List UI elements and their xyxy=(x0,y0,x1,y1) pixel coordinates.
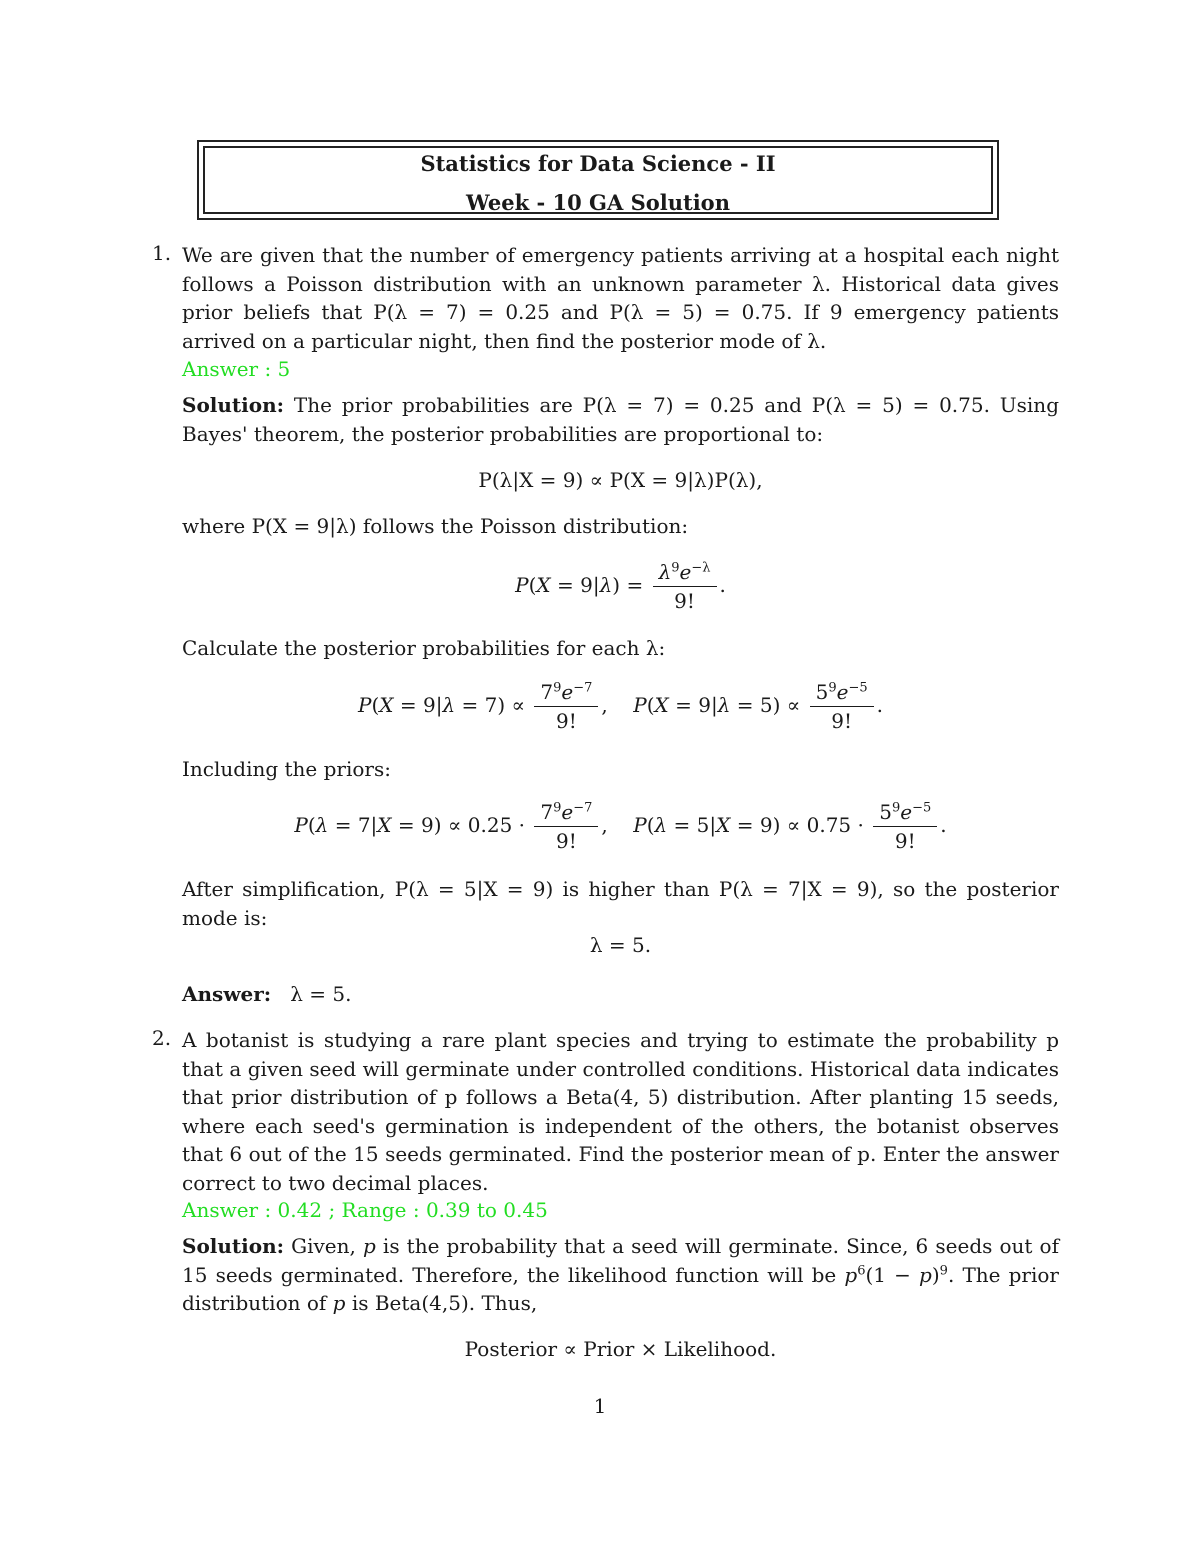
question-2-solution: Solution: Given, p is the probability that a seed will germinate. Since, 6 seeds out of 15 seeds germinated. Therefore, the likelihood function will be $p^6(1 - p)^9$. The prior distribution of p is Beta(4,5). Thus, xyxy=(182,1234,1060,1315)
calc-text: Calculate the posterior probabilities for each λ: xyxy=(182,636,666,660)
equation-bayes-rule: Posterior ∝ Prior × Likelihood. xyxy=(464,1337,777,1361)
final-answer-value: λ = 5. xyxy=(290,982,352,1006)
question-1-text: We are given that the number of emergency patients arriving at a hospital each night follows a Poisson distribution with an unknown parameter λ. Historical data gives prior beliefs that P(λ = 7) = 0.25 and P(λ = 5) = 0.75. If 9 emergency patients arrived on a particular night, then find the posterior mode of λ. xyxy=(182,243,1059,353)
solution-text: The prior probabilities are P(λ = 7) = 0.25 and P(λ = 5) = 0.75. Using Bayes' theorem, the posterior probabilities are proportional to: xyxy=(182,393,1059,446)
page-number: 1 xyxy=(593,1394,607,1418)
question-1-answer: Answer : 5 xyxy=(182,357,291,381)
question-1-final-answer xyxy=(182,980,1059,1009)
question-2-answer: Answer : 0.42 ; Range : 0.39 to 0.45 xyxy=(182,1198,548,1222)
solution-label: Solution: xyxy=(182,393,285,417)
title-box xyxy=(197,140,999,220)
equation-posterior-proportional: P(λ|X = 9) ∝ P(X = 9|λ)P(λ), xyxy=(478,468,763,492)
priors-text: Including the priors: xyxy=(182,757,391,781)
question-1-number: 1. xyxy=(152,241,172,265)
equation-likelihoods: P(X = 9|λ = 7) ∝ $\frac{7^9e^{-7}}{9!}$ , P(X = 9|λ = 5) ∝ $\frac{5^9e^{-5}}{9!}$ . xyxy=(357,680,884,733)
solution-2-label: Solution: xyxy=(182,1234,285,1258)
equation-mode: λ = 5. xyxy=(589,933,652,957)
document-title: Statistics for Data Science - II xyxy=(420,151,776,176)
question-2-text: A botanist is studying a rare plant species and trying to estimate the probability p that a given seed will germinate under controlled conditions. Historical data indicates that prior distribution of p follows a Beta(4, 5) distribution. After planting 15 seeds, where each seed's germination is independent of the others, the botanist observes that 6 out of the 15 seeds germinated. Find the posterior mean of p. Enter the answer correct to two decimal places. xyxy=(182,1028,1059,1195)
question-2-number: 2. xyxy=(152,1026,172,1050)
where-text: where P(X = 9|λ) follows the Poisson distribution: xyxy=(182,514,689,538)
equation-poisson-pmf: P(X = 9|λ) = $\frac{\lambda^9e^{-\lambda}}{9!}$ . xyxy=(515,560,726,613)
final-answer-label: Answer: xyxy=(182,982,272,1006)
equation-posteriors: P(λ = 7|X = 9) ∝ 0.25 · $\frac{7^9e^{-7}}{9!}$ , P(λ = 5|X = 9) ∝ 0.75 · $\frac{5^9e^{-5}}{9!}$ . xyxy=(294,800,947,853)
after-text: After simplification, P(λ = 5|X = 9) is higher than P(λ = 7|X = 9), so the posterior mode is: xyxy=(182,877,1059,930)
document-subtitle: Week - 10 GA Solution xyxy=(466,190,730,215)
question-1-solution xyxy=(182,391,1059,448)
